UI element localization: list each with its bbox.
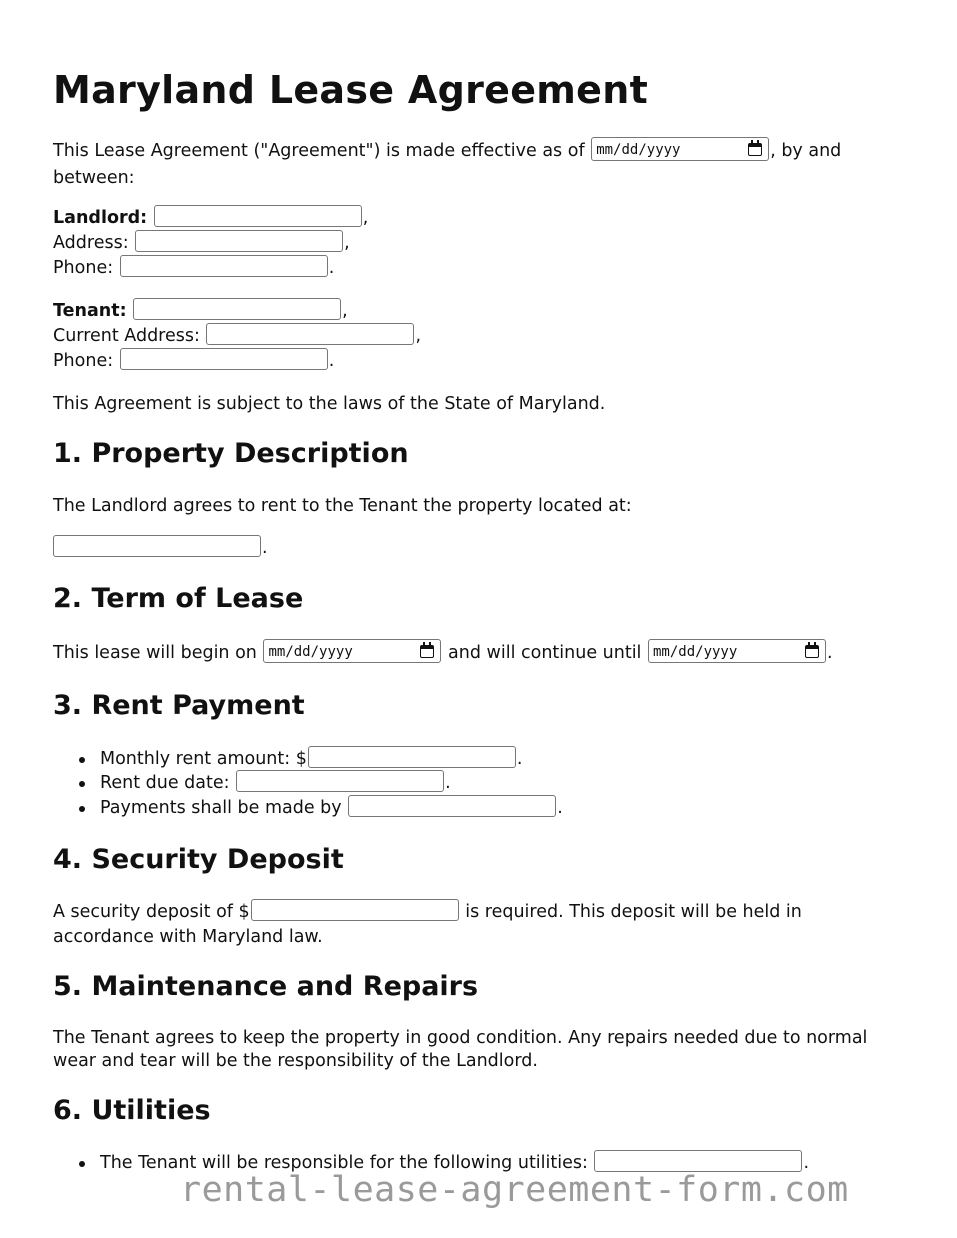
landlord-address-row: Address: , (53, 231, 350, 256)
rent-due-date-field[interactable] (236, 770, 444, 792)
tenant-address-field[interactable] (206, 323, 414, 345)
list-item: Payments shall be made by . (100, 796, 563, 821)
list-item: Rent due date: . (100, 771, 451, 796)
list-item: Monthly rent amount: $ . (100, 747, 522, 772)
section-heading-deposit: 4. Security Deposit (53, 844, 344, 875)
security-deposit-field[interactable] (251, 899, 459, 921)
landlord-name-row: Landlord: , (53, 206, 368, 231)
utilities-field[interactable] (594, 1150, 802, 1172)
calendar-icon (420, 645, 434, 658)
property-text: The Landlord agrees to rent to the Tenant the property located at: (53, 496, 632, 516)
payment-method-field[interactable] (348, 795, 556, 817)
section-heading-maintenance: 5. Maintenance and Repairs (53, 971, 479, 1002)
property-address-field[interactable] (53, 535, 261, 557)
tenant-phone-row: Phone: . (53, 349, 334, 374)
property-address-row: . (53, 536, 268, 561)
lease-start-date-input[interactable]: mm/dd/yyyy (263, 639, 441, 663)
landlord-name-field[interactable] (154, 205, 362, 227)
section-heading-rent: 3. Rent Payment (53, 690, 305, 721)
tenant-label: Tenant: (53, 301, 127, 321)
landlord-phone-row: Phone: . (53, 256, 334, 281)
tenant-name-row: Tenant: , (53, 299, 348, 324)
landlord-label: Landlord: (53, 208, 148, 228)
calendar-icon (748, 143, 762, 156)
calendar-icon (805, 645, 819, 658)
lease-end-date-input[interactable]: mm/dd/yyyy (648, 639, 826, 663)
landlord-phone-field[interactable] (120, 255, 328, 277)
governing-law-text: This Agreement is subject to the laws of the State of Maryland. (53, 394, 606, 414)
tenant-name-field[interactable] (133, 298, 341, 320)
watermark: rental-lease-agreement-form.com (180, 1170, 849, 1210)
intro-line: This Lease Agreement ("Agreement") is made effective as of mm/dd/yyyy , by and (53, 139, 841, 164)
term-row: This lease will begin on mm/dd/yyyy and will continue until mm/dd/yyyy . (53, 641, 833, 666)
list-item: The Tenant will be responsible for the following utilities: . (100, 1151, 809, 1176)
deposit-row-2: accordance with Maryland law. (53, 927, 323, 947)
section-heading-utilities: 6. Utilities (53, 1095, 211, 1126)
deposit-row: A security deposit of $ is required. This deposit will be held in (53, 900, 802, 925)
rent-amount-field[interactable] (308, 746, 516, 768)
effective-date-input[interactable]: mm/dd/yyyy (591, 137, 769, 161)
tenant-address-row: Current Address: , (53, 324, 421, 349)
section-heading-property: 1. Property Description (53, 438, 409, 469)
maintenance-text: The Tenant agrees to keep the property in good condition. Any repairs needed due to normal wear and tear will be the responsibility of the Landlord. (53, 1028, 868, 1071)
page-title: Maryland Lease Agreement (53, 68, 649, 112)
tenant-phone-field[interactable] (120, 348, 328, 370)
intro-line-2: between: (53, 168, 135, 188)
landlord-address-field[interactable] (135, 230, 343, 252)
section-heading-term: 2. Term of Lease (53, 583, 304, 614)
